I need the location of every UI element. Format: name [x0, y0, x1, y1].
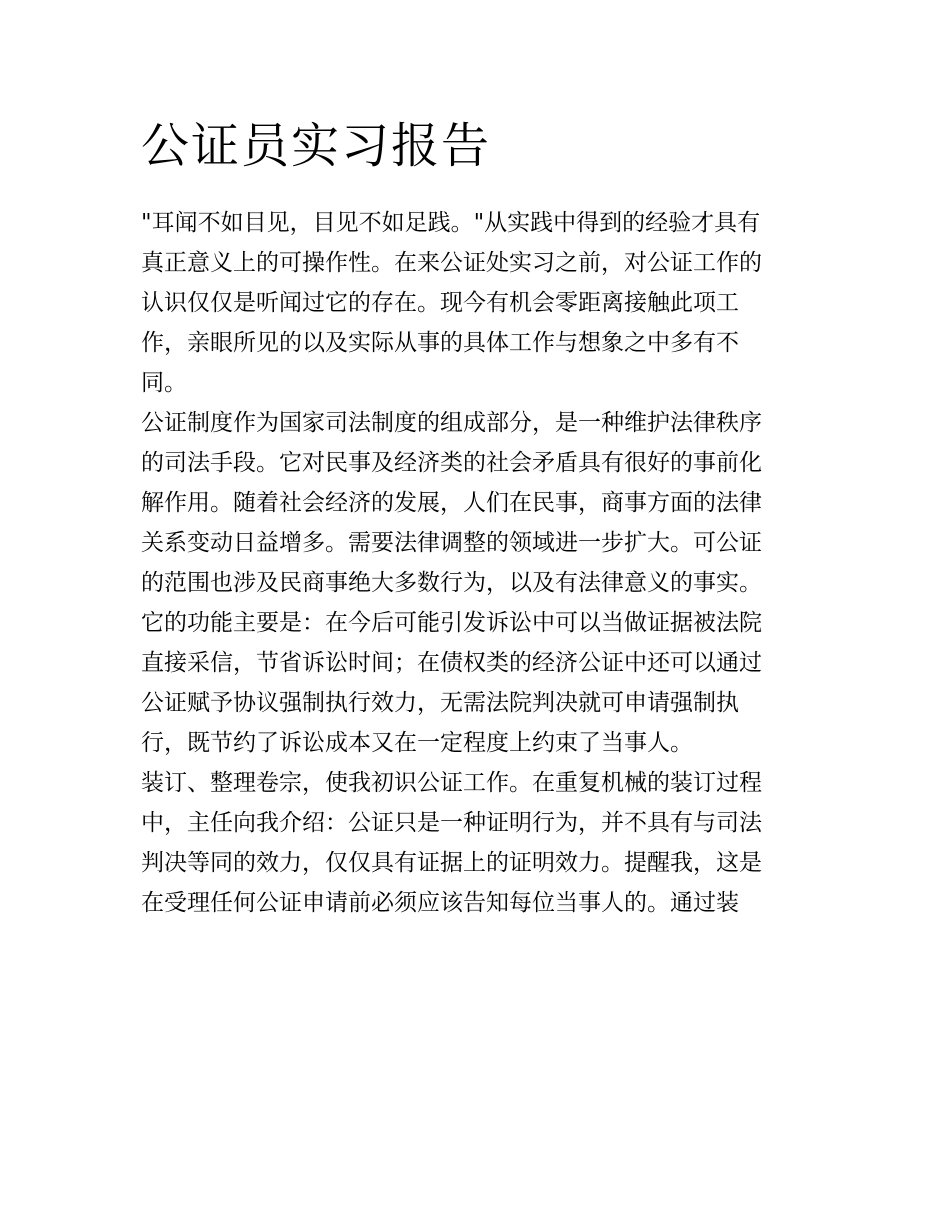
paragraph-line: "耳闻不如目见，目见不如足践。"从实践中得到的经验才具有 [141, 210, 761, 236]
paragraph-line: 在受理任何公证申请前必须应该告知每位当事人的。通过装 [141, 890, 739, 916]
paragraph-line: 的司法手段。它对民事及经济类的社会矛盾具有很好的事前化 [141, 450, 762, 476]
paragraph-line: 直接采信，节省诉讼时间；在债权类的经济公证中还可以通过 [141, 650, 762, 676]
paragraph-line: 公证制度作为国家司法制度的组成部分，是一种维护法律秩序 [141, 410, 762, 436]
paragraph-1 [141, 203, 821, 403]
paragraph-3 [141, 763, 821, 923]
paragraph-line: 认识仅仅是听闻过它的存在。现今有机会零距离接触此项工 [141, 290, 739, 316]
paragraph-line: 的范围也涉及民商事绝大多数行为，以及有法律意义的事实。 [141, 570, 762, 596]
paragraph-line: 中，主任向我介绍：公证只是一种证明行为，并不具有与司法 [141, 810, 762, 836]
paragraph-2 [141, 403, 821, 763]
paragraph-line: 装订、整理卷宗，使我初识公证工作。在重复机械的装订过程 [141, 770, 762, 796]
document-title: 公证员实习报告 [141, 118, 492, 174]
paragraph-line: 解作用。随着社会经济的发展，人们在民事，商事方面的法律 [141, 490, 762, 516]
paragraph-line: 关系变动日益增多。需要法律调整的领域进一步扩大。可公证 [141, 530, 762, 556]
paragraph-line: 公证赋予协议强制执行效力，无需法院判决就可申请强制执 [141, 690, 739, 716]
paragraph-line: 真正意义上的可操作性。在来公证处实习之前，对公证工作的 [141, 250, 762, 276]
paragraph-line: 作，亲眼所见的以及实际从事的具体工作与想象之中多有不 [141, 330, 739, 356]
document-body [141, 203, 821, 923]
paragraph-line: 判决等同的效力，仅仅具有证据上的证明效力。提醒我，这是 [141, 850, 762, 876]
paragraph-line: 它的功能主要是：在今后可能引发诉讼中可以当做证据被法院 [141, 610, 762, 636]
paragraph-line: 同。 [141, 370, 187, 396]
paragraph-line: 行，既节约了诉讼成本又在一定程度上约束了当事人。 [141, 730, 693, 756]
